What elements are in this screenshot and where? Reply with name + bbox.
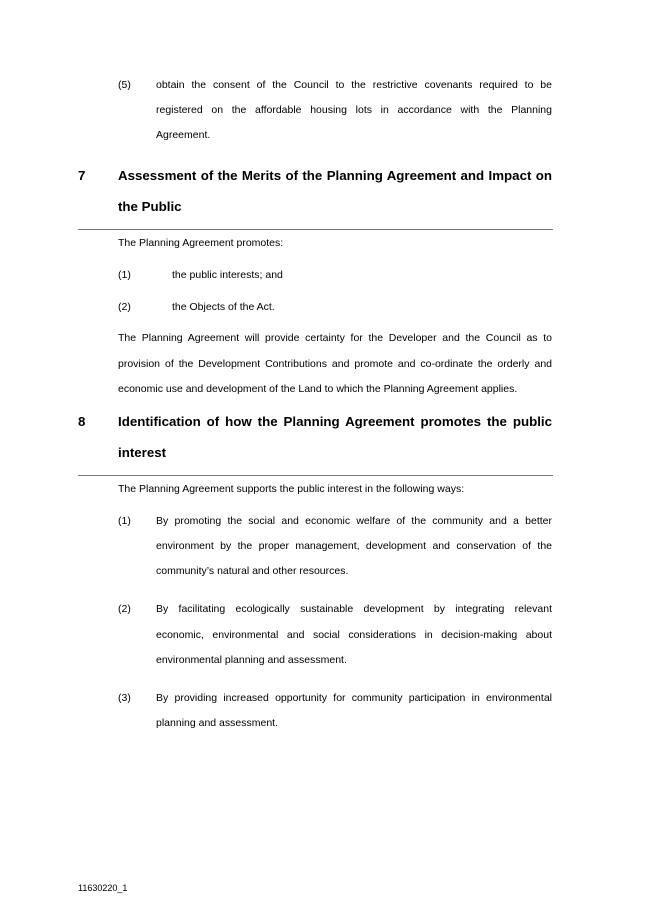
section-intro: The Planning Agreement promotes:: [118, 237, 284, 249]
item-text-line: By facilitating ecologically sustainable development by integrating relevant: [156, 603, 552, 615]
item-text: the public interests; and: [172, 269, 283, 281]
paragraph-line: economic use and development of the Land to which the Planning Agreement applies.: [118, 383, 518, 395]
section-heading-line: Assessment of the Merits of the Planning Agreement and Impact on: [118, 168, 552, 183]
item-text-line: planning and assessment.: [156, 717, 278, 729]
item-text-line: community’s natural and other resources.: [156, 565, 349, 577]
section-heading-line: interest: [118, 445, 167, 460]
section-number: 8: [78, 414, 86, 429]
item-number: (2): [118, 603, 131, 615]
item-text-line: environmental planning and assessment.: [156, 654, 347, 666]
heading-divider: [78, 475, 553, 476]
section-number: 7: [78, 168, 86, 183]
item-number: (3): [118, 692, 131, 704]
item-text-line: By providing increased opportunity for community participation in environmental: [156, 692, 552, 704]
item-number: (5): [118, 79, 131, 91]
item-number: (1): [118, 269, 131, 281]
item-text-line: registered on the affordable housing lots in accordance with the Planning: [156, 104, 552, 116]
item-text-line: obtain the consent of the Council to the restrictive covenants required to be: [156, 79, 552, 91]
item-text-line: economic, environmental and social considerations in decision-making about: [156, 629, 552, 641]
item-number: (1): [118, 515, 131, 527]
document-id: 11630220_1: [78, 883, 128, 893]
item-text-line: environment by the proper management, development and conservation of the: [156, 540, 552, 552]
paragraph-line: The Planning Agreement will provide certainty for the Developer and the Council as to: [118, 332, 552, 344]
item-text: the Objects of the Act.: [172, 301, 275, 313]
section-heading-line: the Public: [118, 199, 182, 214]
section-intro: The Planning Agreement supports the public interest in the following ways:: [118, 483, 465, 495]
section-heading-line: Identification of how the Planning Agreement promotes the public: [118, 414, 552, 429]
item-text-line: By promoting the social and economic welfare of the community and a better: [156, 515, 552, 527]
paragraph-line: provision of the Development Contributions and promote and co-ordinate the orderly and: [118, 358, 552, 370]
item-number: (2): [118, 301, 131, 313]
heading-divider: [78, 229, 553, 230]
item-text-line: Agreement.: [156, 129, 211, 141]
